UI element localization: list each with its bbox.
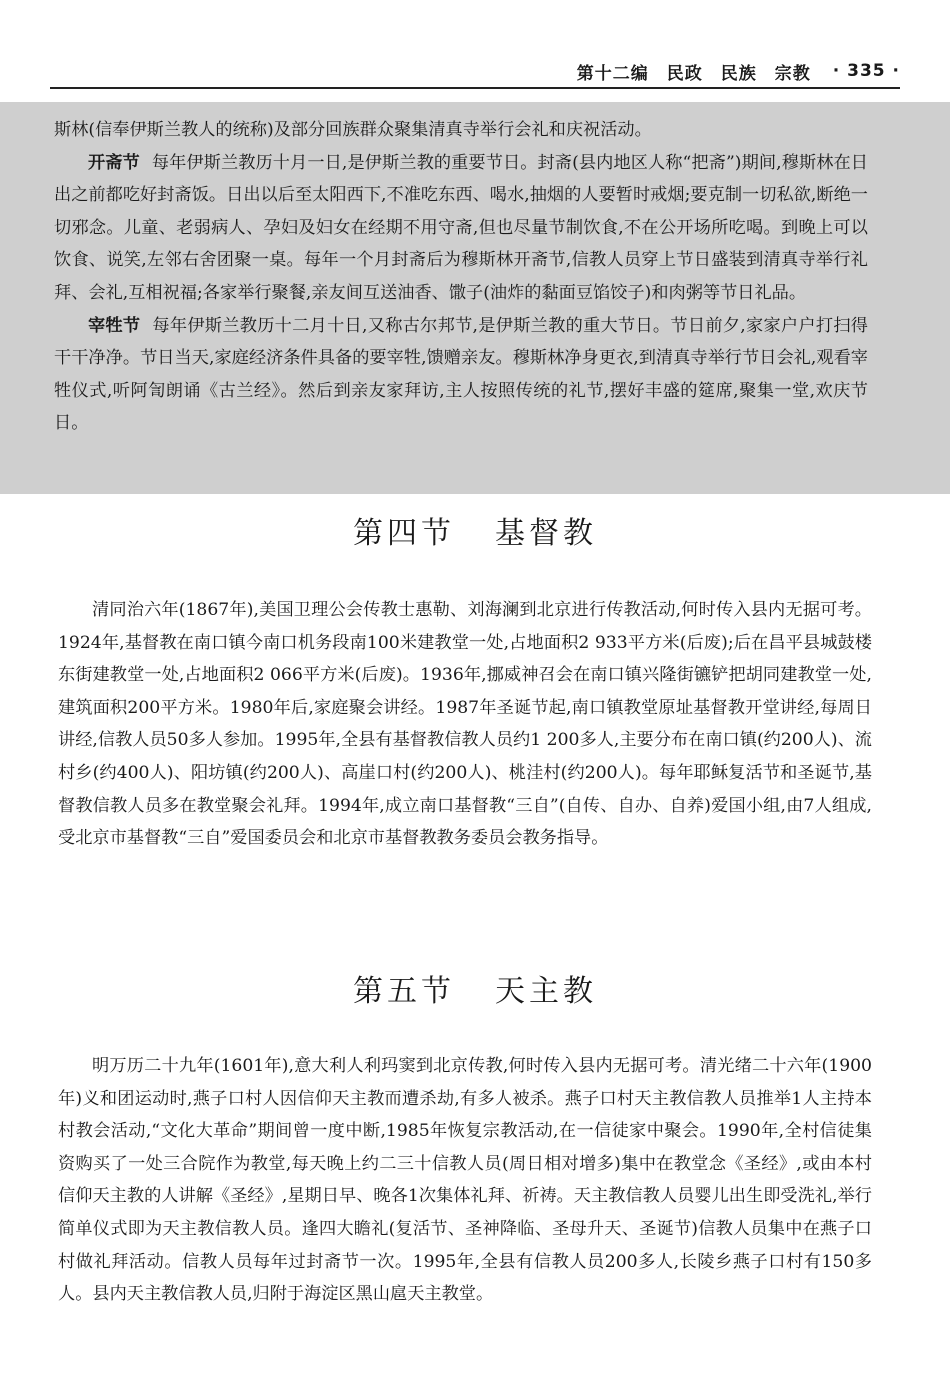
section4-title: 基督教	[495, 516, 597, 551]
kaizhai-paragraph	[54, 147, 868, 310]
section5-body	[58, 1050, 872, 1311]
section4-heading	[0, 508, 950, 552]
kaizhai-term: 开斋节	[88, 152, 140, 173]
running-header	[50, 55, 900, 89]
page-number: · 335 ·	[832, 61, 900, 81]
section5-paragraph: 明万历二十九年(1601年),意大利人利玛窦到北京传教,何时传入县内无据可考。清光绪二十六年(1900年)义和团运动时,燕子口村人因信仰天主教而遭杀劫,有多人被杀。燕子口村天主教信教人员推举1人主持本村教会活动,“文化大革命”期间曾一度中断,1985年恢复宗教活动,在一信徒家中聚会。1990年,全村信徒集资购买了一处三合院作为教堂,每天晚上约二三十信教人员(周日相对增多)集中在教堂念《圣经》,或由本村信仰天主教的人讲解《圣经》,星期日早、晚各1次集体礼拜、祈祷。天主教信教人员婴儿出生即受洗礼,举行简单仪式即为天主教信教人员。逢四大瞻礼(复活节、圣神降临、圣母升天、圣诞节)信教人员集中在燕子口村做礼拜活动。信教人员每年过封斋节一次。1995年,全县有信教人员200多人,长陵乡燕子口村有150多人。县内天主教信教人员,归附于海淀区黑山扈天主教堂。	[58, 1056, 872, 1305]
zaisheng-text: 每年伊斯兰教历十二月十日,又称古尔邦节,是伊斯兰教的重大节日。节日前夕,家家户户打扫得干干净净。节日当天,家庭经济条件具备的要宰牲,馈赠亲友。穆斯林净身更衣,到清真寺举行节日会礼,观看宰牲仪式,听阿訇朗诵《古兰经》。然后到亲友家拜访,主人按照传统的礼节,摆好丰盛的筵席,聚集一堂,欢庆节日。	[54, 315, 868, 434]
islam-lead-line: 斯林(信奉伊斯兰教人的统称)及部分回族群众聚集清真寺举行会礼和庆祝活动。	[54, 120, 652, 140]
section4-paragraph: 清同治六年(1867年),美国卫理公会传教士惠勒、刘海澜到北京进行传教活动,何时传入县内无据可考。1924年,基督教在南口镇今南口机务段南100米建教堂一处,占地面积2 933平方米(后废);后在昌平县城鼓楼东街建教堂一处,占地面积2 066平方米(后废)。1936年,挪威神召会在南口镇兴隆街镳铲把胡同建教堂一处,建筑面积200平方米。1980年后,家庭聚会讲经。1987年圣诞节起,南口镇教堂原址基督教开堂讲经,每周日讲经,信教人员50多人参加。1995年,全县有基督教信教人员约1 200多人,主要分布在南口镇(约200人)、流村乡(约400人)、阳坊镇(约200人)、高崖口村(约200人)、桃洼村(约200人)。每年耶稣复活节和圣诞节,基督教信教人员多在教堂聚会礼拜。1994年,成立南口基督教“三自”(自传、自办、自养)爱国小组,由7人组成,受北京市基督教“三自”爱国委员会和北京市基督教教务委员会教务指导。	[58, 600, 872, 849]
section5-heading	[0, 966, 950, 1010]
highlighted-islam-block	[0, 102, 950, 494]
zaisheng-paragraph	[54, 310, 868, 440]
header-section-title: 第十二编 民政 民族 宗教	[576, 63, 811, 84]
kaizhai-text: 每年伊斯兰教历十月一日,是伊斯兰教的重要节日。封斋(县内地区人称“把斋”)期间,穆斯林在日出之前都吃好封斋饭。日出以后至太阳西下,不准吃东西、喝水,抽烟的人要暂时戒烟;要克制一切私欲,断绝一切邪念。儿童、老弱病人、孕妇及妇女在经期不用守斋,但也尽量节制饮食,不在公开场所吃喝。到晚上可以饮食、说笑,左邻右舍团聚一桌。每年一个月封斋后为穆斯林开斋节,信教人员穿上节日盛装到清真寺举行礼拜、会礼,互相祝福;各家举行聚餐,亲友间互送油香、馓子(油炸的黏面豆馅饺子)和肉粥等节日礼品。	[54, 152, 868, 303]
section4-number: 第四节	[353, 516, 455, 551]
section5-title: 天主教	[495, 974, 597, 1009]
section5-number: 第五节	[353, 974, 455, 1009]
zaisheng-term: 宰牲节	[88, 315, 141, 336]
section4-body	[58, 594, 872, 855]
